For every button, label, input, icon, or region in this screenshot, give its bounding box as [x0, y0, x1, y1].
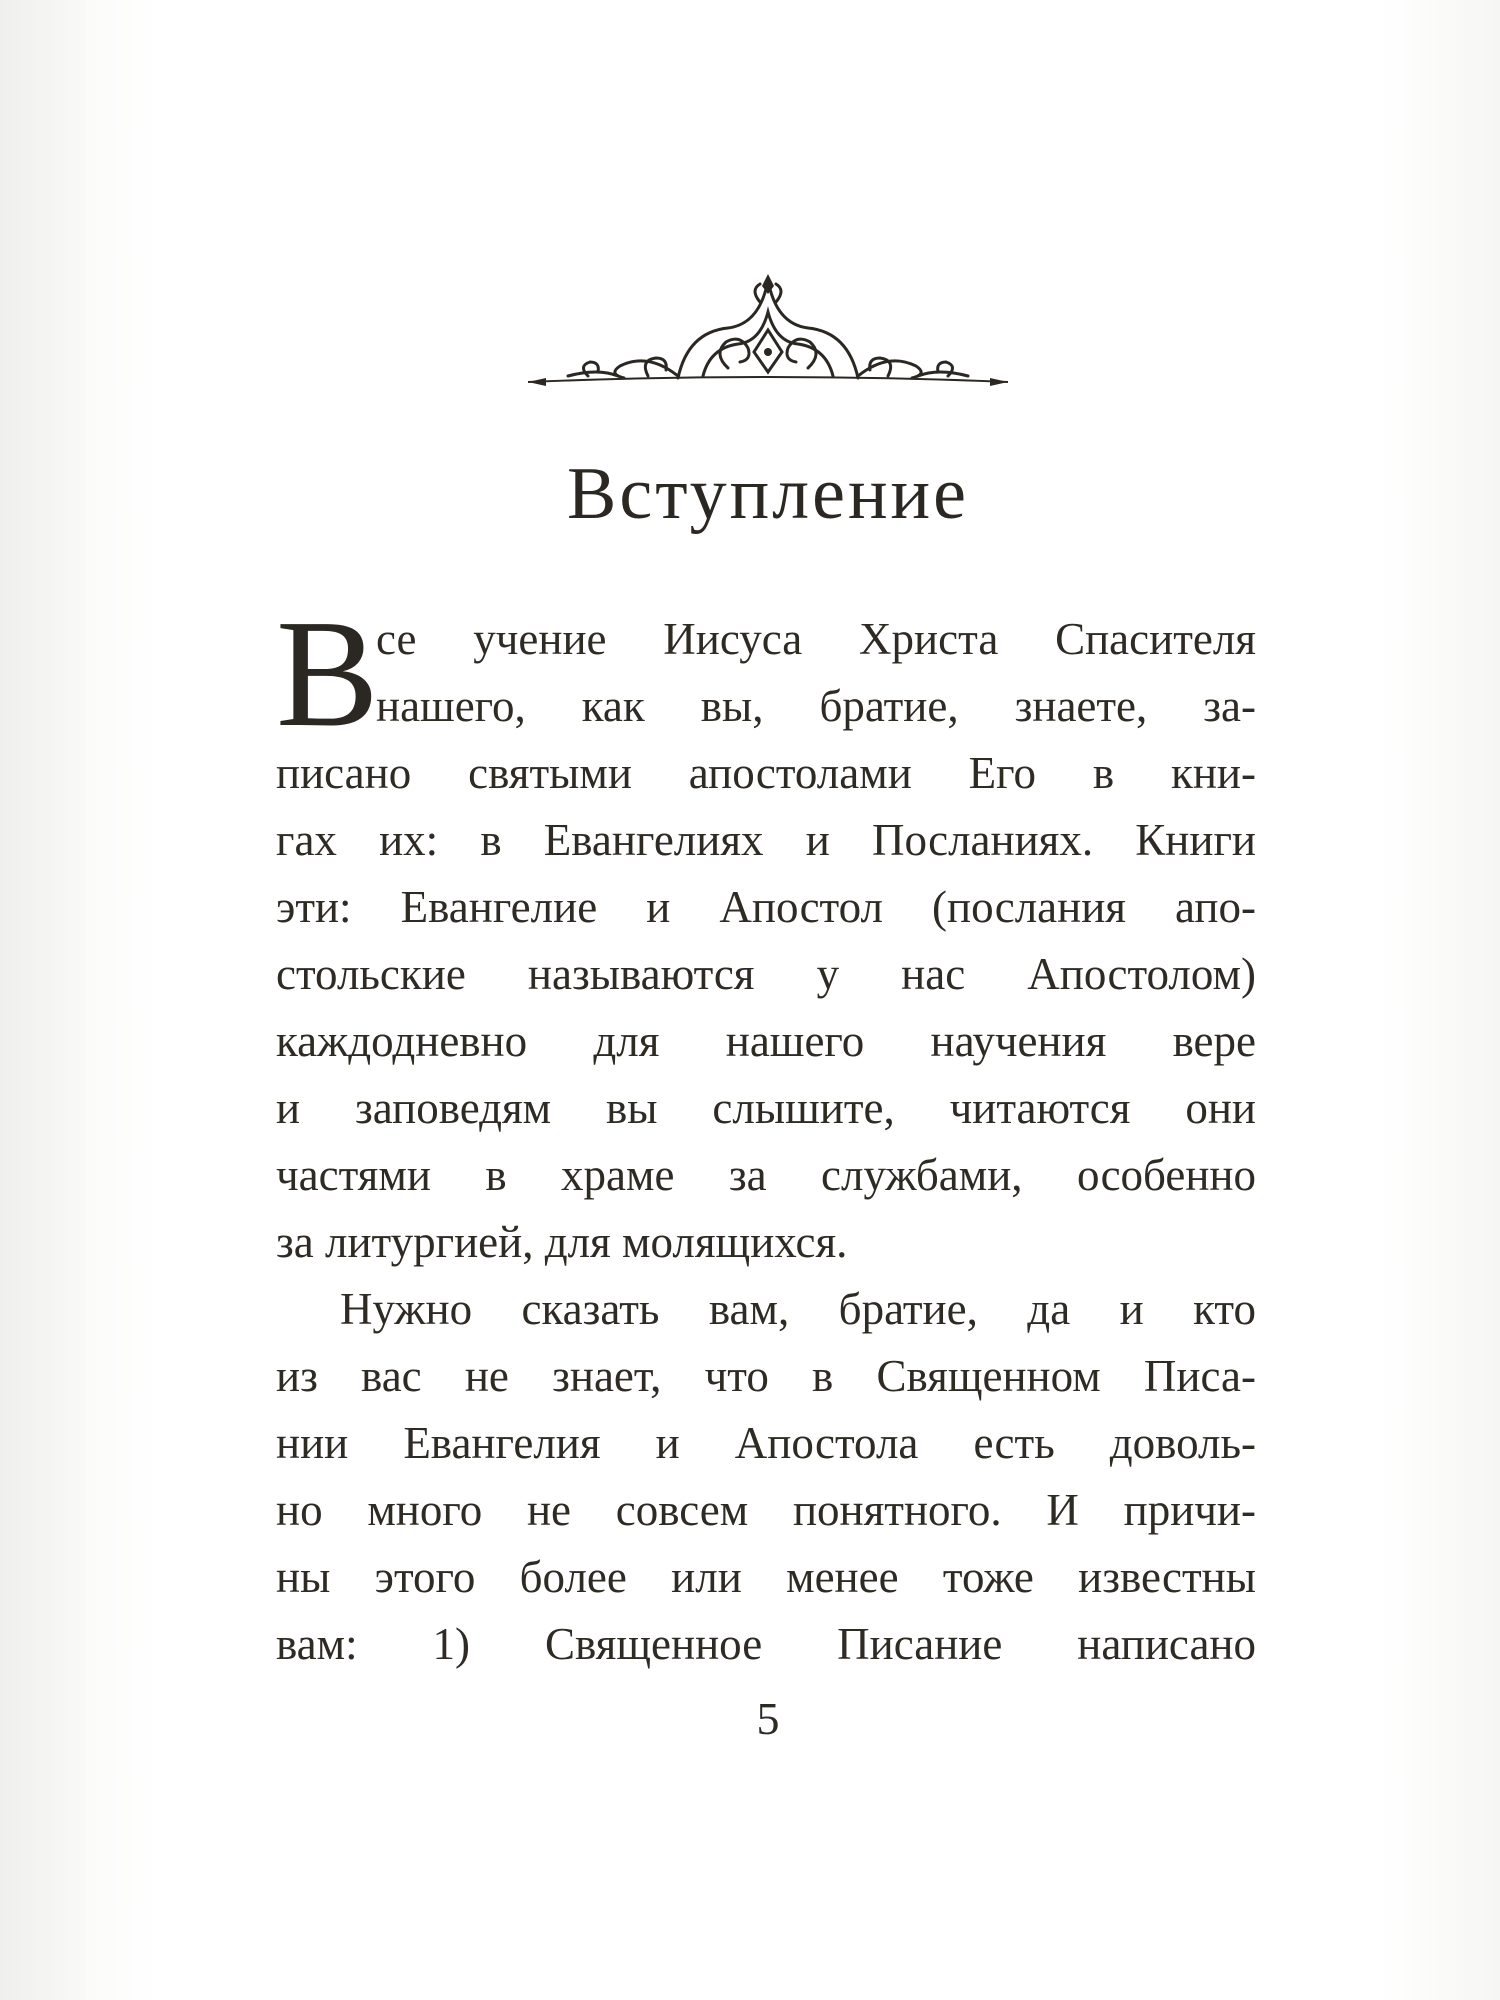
text-line: и заповедям вы слышите, читаются они [276, 1083, 1256, 1133]
text-line: нии Евангелия и Апостола есть доволь- [276, 1418, 1256, 1468]
text-line: вам: 1) Священное Писание написано [276, 1619, 1256, 1669]
text-line: из вас не знает, что в Священном Писа- [276, 1351, 1256, 1401]
page-number: 5 [756, 1693, 780, 1744]
paragraph-1 [276, 589, 1256, 1276]
text-line: ны этого более или менее тоже известны [276, 1552, 1256, 1602]
chapter-title: Вступление [567, 453, 969, 535]
text-line: стольские называются у нас Апостолом) [276, 949, 1256, 999]
text-line: частями в храме за службами, особенно [276, 1150, 1256, 1200]
body-text [276, 589, 1256, 1678]
ornament-divider-icon [528, 272, 1008, 392]
text-line: эти: Евангелие и Апостол (послания апо- [276, 882, 1256, 932]
paragraph-2 [276, 1276, 1256, 1678]
text-line: Нужно сказать вам, братие, да и кто [340, 1284, 1256, 1334]
text-line: за литургией, для молящихся. [276, 1217, 848, 1267]
text-line: писано святыми апостолами Его в кни- [276, 748, 1256, 798]
text-line: гах их: в Евангелиях и Посланиях. Книги [276, 815, 1256, 865]
text-line: каждодневно для нашего научения вере [276, 1016, 1256, 1066]
text-line: нашего, как вы, братие, знаете, за- [376, 681, 1256, 731]
drop-cap: В [276, 589, 379, 759]
text-line: но много не совсем понятного. И причи- [276, 1485, 1256, 1535]
text-line: се учение Иисуса Христа Спасителя [376, 614, 1256, 664]
